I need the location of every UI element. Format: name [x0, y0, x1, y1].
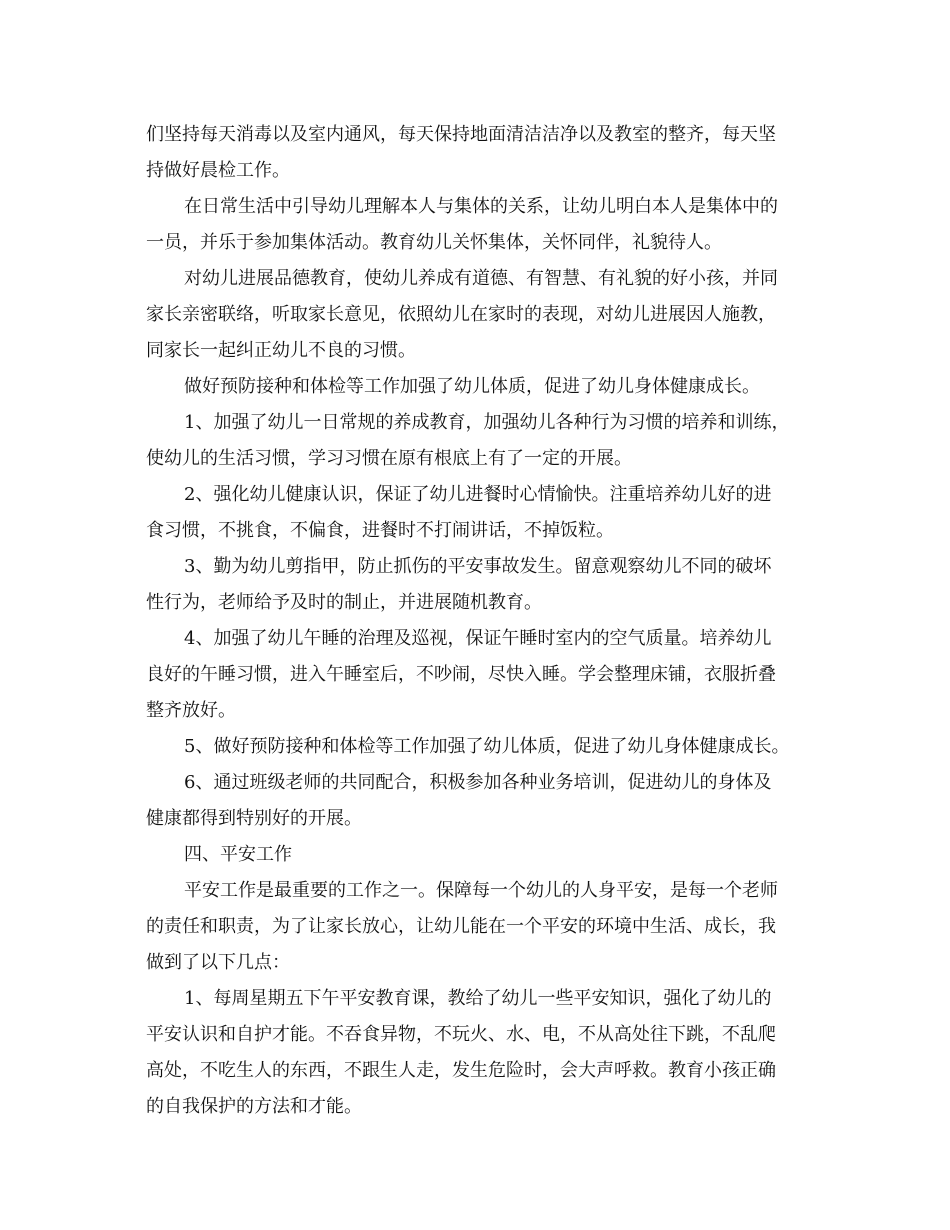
text-line-15: 4、加强了幼儿午睡的治理及巡视，保证午睡时室内的空气质量。培养幼儿	[184, 628, 772, 649]
text-line-11: 2、强化幼儿健康认识，保证了幼儿进餐时心情愉快。注重培养幼儿好的进	[184, 484, 772, 505]
text-line-17: 整齐放好。	[146, 700, 236, 721]
text-line-8: 做好预防接种和体检等工作加强了幼儿体质，促进了幼儿身体健康成长。	[184, 376, 760, 397]
text-line-14: 性行为，老师给予及时的制止，并进展随机教育。	[146, 592, 542, 613]
text-line-9: 1、加强了幼儿一日常规的养成教育，加强幼儿各种行为习惯的培养和训练，	[184, 412, 790, 433]
text-line-27: 高处，不吃生人的东西，不跟生人走，发生危险时，会大声呼救。教育小孩正确	[146, 1060, 776, 1081]
text-line-16: 良好的午睡习惯，进入午睡室后，不吵闹，尽快入睡。学会整理床铺，衣服折叠	[146, 664, 776, 685]
text-line-5: 对幼儿进展品德教育，使幼儿养成有道德、有智慧、有礼貌的好小孩，并同	[184, 268, 778, 289]
document-body	[146, 117, 806, 1125]
text-line-10: 使幼儿的生活习惯，学习习惯在原有根底上有了一定的开展。	[146, 448, 632, 469]
text-line-4: 一员，并乐于参加集体活动。教育幼儿关怀集体，关怀同伴，礼貌待人。	[146, 232, 722, 253]
text-line-13: 3、勤为幼儿剪指甲，防止抓伤的平安事故发生。留意观察幼儿不同的破坏	[184, 556, 772, 577]
text-line-2: 持做好晨检工作。	[146, 160, 290, 181]
text-line-6: 家长亲密联络，听取家长意见，依照幼儿在家时的表现，对幼儿进展因人施教，	[146, 304, 776, 325]
text-line-28: 的自我保护的方法和才能。	[146, 1096, 362, 1117]
text-line-22: 平安工作是最重要的工作之一。保障每一个幼儿的人身平安，是每一个老师	[184, 880, 778, 901]
text-line-19: 6、通过班级老师的共同配合，积极参加各种业务培训，促进幼儿的身体及	[184, 772, 772, 793]
section-heading: 四、平安工作	[184, 844, 292, 865]
text-line-20: 健康都得到特别好的开展。	[146, 808, 362, 829]
text-line-23: 的责任和职责，为了让家长放心，让幼儿能在一个平安的环境中生活、成长，我	[146, 916, 776, 937]
text-line-1: 们坚持每天消毒以及室内通风，每天保持地面清洁洁净以及教室的整齐，每天坚	[146, 124, 776, 145]
text-line-18: 5、做好预防接种和体检等工作加强了幼儿体质，促进了幼儿身体健康成长。	[184, 736, 790, 757]
text-line-7: 同家长一起纠正幼儿不良的习惯。	[146, 340, 416, 361]
text-line-25: 1、每周星期五下午平安教育课，教给了幼儿一些平安知识，强化了幼儿的	[184, 988, 772, 1009]
text-line-3: 在日常生活中引导幼儿理解本人与集体的关系，让幼儿明白本人是集体中的	[184, 196, 778, 217]
text-line-12: 食习惯，不挑食，不偏食，进餐时不打闹讲话，不掉饭粒。	[146, 520, 614, 541]
text-line-24: 做到了以下几点：	[146, 952, 290, 973]
text-line-26: 平安认识和自护才能。不吞食异物，不玩火、水、电，不从高处往下跳，不乱爬	[146, 1024, 776, 1045]
